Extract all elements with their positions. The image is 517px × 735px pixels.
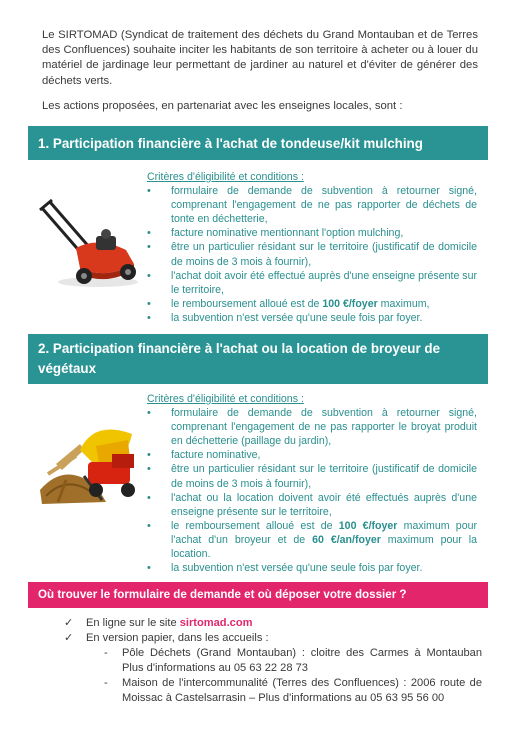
refund-prefix: le remboursement alloué est de (171, 519, 339, 532)
refund-suffix: maximum, (377, 297, 430, 310)
section2-criteria-title: Critères d'éligibilité et conditions : (147, 393, 304, 405)
intro-text (42, 28, 478, 124)
list-item: • la subvention n'est versée qu'une seule fois par foyer. (147, 561, 477, 575)
list-item: • être un particulier résidant sur le territoire (justificatif de domicile de moins de 3 mois à fournir), (147, 462, 477, 490)
section1-heading: 1. Participation financière à l'achat de tondeuse/kit mulching (28, 126, 488, 160)
list-item: • la subvention n'est versée qu'une seule fois par foyer. (147, 311, 477, 325)
maison-intercommunalite-item (64, 676, 494, 706)
checkmark-icon: ✓ (64, 617, 74, 629)
sirtomad-link[interactable]: sirtomad.com (179, 617, 253, 629)
section2-criteria (147, 392, 477, 575)
dash-bullet: - (104, 677, 108, 689)
intro-actions-paragraph: Les actions proposées, en partenariat avec les enseignes locales, sont : (42, 99, 403, 112)
refund-suffix: maximum pour la location. (171, 533, 477, 561)
pole-dechets-text: Pôle Déchets (Grand Montauban) : cloitre des Carmes à Montauban Plus d'informations au 05 63 22 28 73 (122, 647, 482, 674)
where-to-find (64, 616, 494, 706)
checkmark-icon: ✓ (64, 632, 74, 644)
online-prefix: En ligne sur le site (86, 617, 180, 629)
refund-amount: 100 €/foyer (322, 297, 378, 310)
list-item: • être un particulier résidant sur le territoire (justificatif de domicile de moins de 3 mois à fournir), (147, 240, 477, 268)
refund-mid: maximum pour l'achat d'un broyeur et de (171, 519, 478, 546)
list-item: • l'achat doit avoir été effectué auprès d'une enseigne présente sur le territoire, (147, 269, 477, 297)
section1-criteria (147, 170, 477, 325)
lawn-mower-illustration (36, 196, 144, 292)
section3-heading: Où trouver le formulaire de demande et où déposer votre dossier ? (28, 582, 488, 608)
paper-text: En version papier, dans les accueils : (86, 632, 269, 644)
list-item (147, 297, 477, 311)
refund-amount-rental: 60 €/an/foyer (312, 533, 381, 546)
paper-row (64, 631, 494, 646)
list-item: • facture nominative mentionnant l'option mulching, (147, 226, 477, 240)
list-item: • l'achat ou la location doivent avoir été effectués auprès d'une enseigne présente sur le territoire, (147, 491, 477, 519)
wood-chipper-illustration (36, 410, 148, 510)
refund-amount-purchase: 100 €/foyer (338, 519, 398, 532)
list-item: • facture nominative, (147, 448, 477, 462)
pole-dechets-item (64, 646, 494, 676)
section1-criteria-list (147, 184, 477, 325)
list-item: • formulaire de demande de subvention à retourner signé, comprenant l'engagement de ne pas rapporter de déchets de tonte en déchetterie, (147, 184, 477, 226)
list-item: • formulaire de demande de subvention à retourner signé, comprenant l'engagement de ne pas rapporter le broyat produit en déchetterie (paillage du jardin), (147, 406, 477, 448)
list-item (147, 519, 477, 561)
section2-heading: 2. Participation financière à l'achat ou la location de broyeur de végétaux (28, 334, 488, 384)
intro-paragraph: Le SIRTOMAD (Syndicat de traitement des déchets du Grand Montauban et de Terres des Confluences) souhaite inciter les habitants de son territoire à acheter ou à louer du matériel de jardinage leur permettant de jardiner au naturel et d'éviter de générer des déchets verts. (42, 29, 478, 87)
refund-prefix: le remboursement alloué est de (171, 297, 323, 310)
dash-bullet: - (104, 647, 108, 659)
online-row (64, 616, 494, 631)
maison-intercommunalite-text: Maison de l'intercommunalité (Terres des Confluences) : 2006 route de Moissac à Castelsarrasin – Plus d'informations au 05 63 95 56 00 (122, 677, 482, 704)
section1-criteria-title: Critères d'éligibilité et conditions : (147, 171, 304, 183)
section2-criteria-list (147, 406, 477, 575)
